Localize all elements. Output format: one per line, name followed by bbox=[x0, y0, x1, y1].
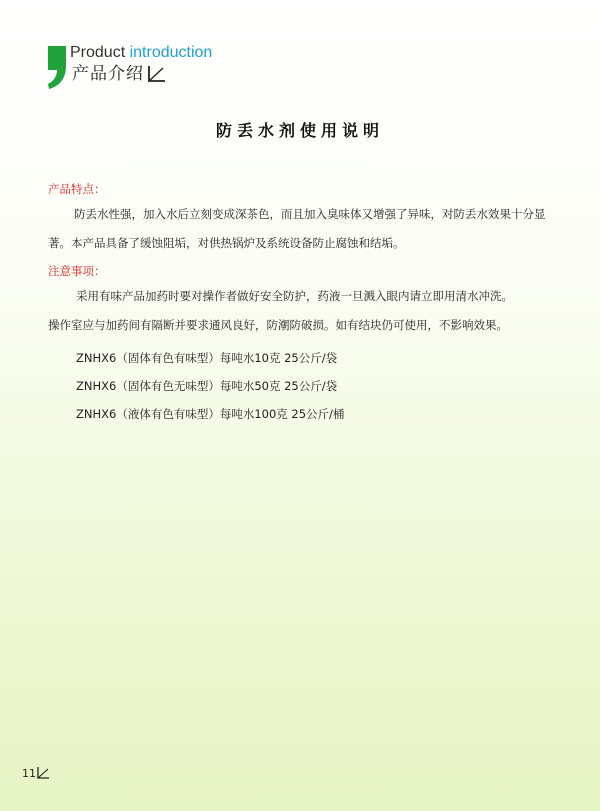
section-header bbox=[46, 42, 246, 92]
page-corner-icon bbox=[36, 766, 50, 780]
features-heading: 产品特点： bbox=[48, 182, 106, 196]
header-chinese-title: 产品介绍 bbox=[72, 64, 144, 84]
brand-comma-icon bbox=[46, 44, 68, 90]
notes-heading: 注意事项： bbox=[48, 264, 106, 278]
document-title: 防丢水剂使用说明 bbox=[215, 121, 384, 140]
spec-item: ZNHX6（固体有色无味型）每吨水50克 25公斤/袋 bbox=[76, 379, 338, 393]
spec-list bbox=[48, 344, 564, 428]
spec-item: ZNHX6（液体有色有味型）每吨水100克 25公斤/桶 bbox=[76, 407, 345, 421]
spec-item: ZNHX6（固体有色有味型）每吨水10克 25公斤/袋 bbox=[76, 351, 338, 365]
features-paragraph: 防丢水性强，加入水后立刻变成深茶色，而且加入臭味体又增强了异味，对防丢水效果十分显著。本产品具备了缓蚀阻垢，对供热锅炉及系统设备防止腐蚀和结垢。 bbox=[48, 207, 546, 250]
header-product-word: Product bbox=[70, 44, 126, 61]
page-footer bbox=[22, 766, 50, 780]
document-body bbox=[48, 178, 564, 428]
notes-line-1: 采用有味产品加药时要对操作者做好安全防护，药液一旦溅入眼内请立即用清水冲洗。 bbox=[76, 289, 513, 303]
header-english-title bbox=[70, 44, 212, 62]
page-number: 11 bbox=[22, 767, 36, 780]
header-chinese-row bbox=[72, 64, 166, 84]
notes-line-2: 操作室应与加药间有隔断并要求通风良好，防潮防破损。如有结块仍可使用，不影响效果。 bbox=[48, 318, 508, 332]
corner-arrow-icon bbox=[146, 65, 166, 83]
header-introduction-word: introduction bbox=[129, 44, 213, 61]
